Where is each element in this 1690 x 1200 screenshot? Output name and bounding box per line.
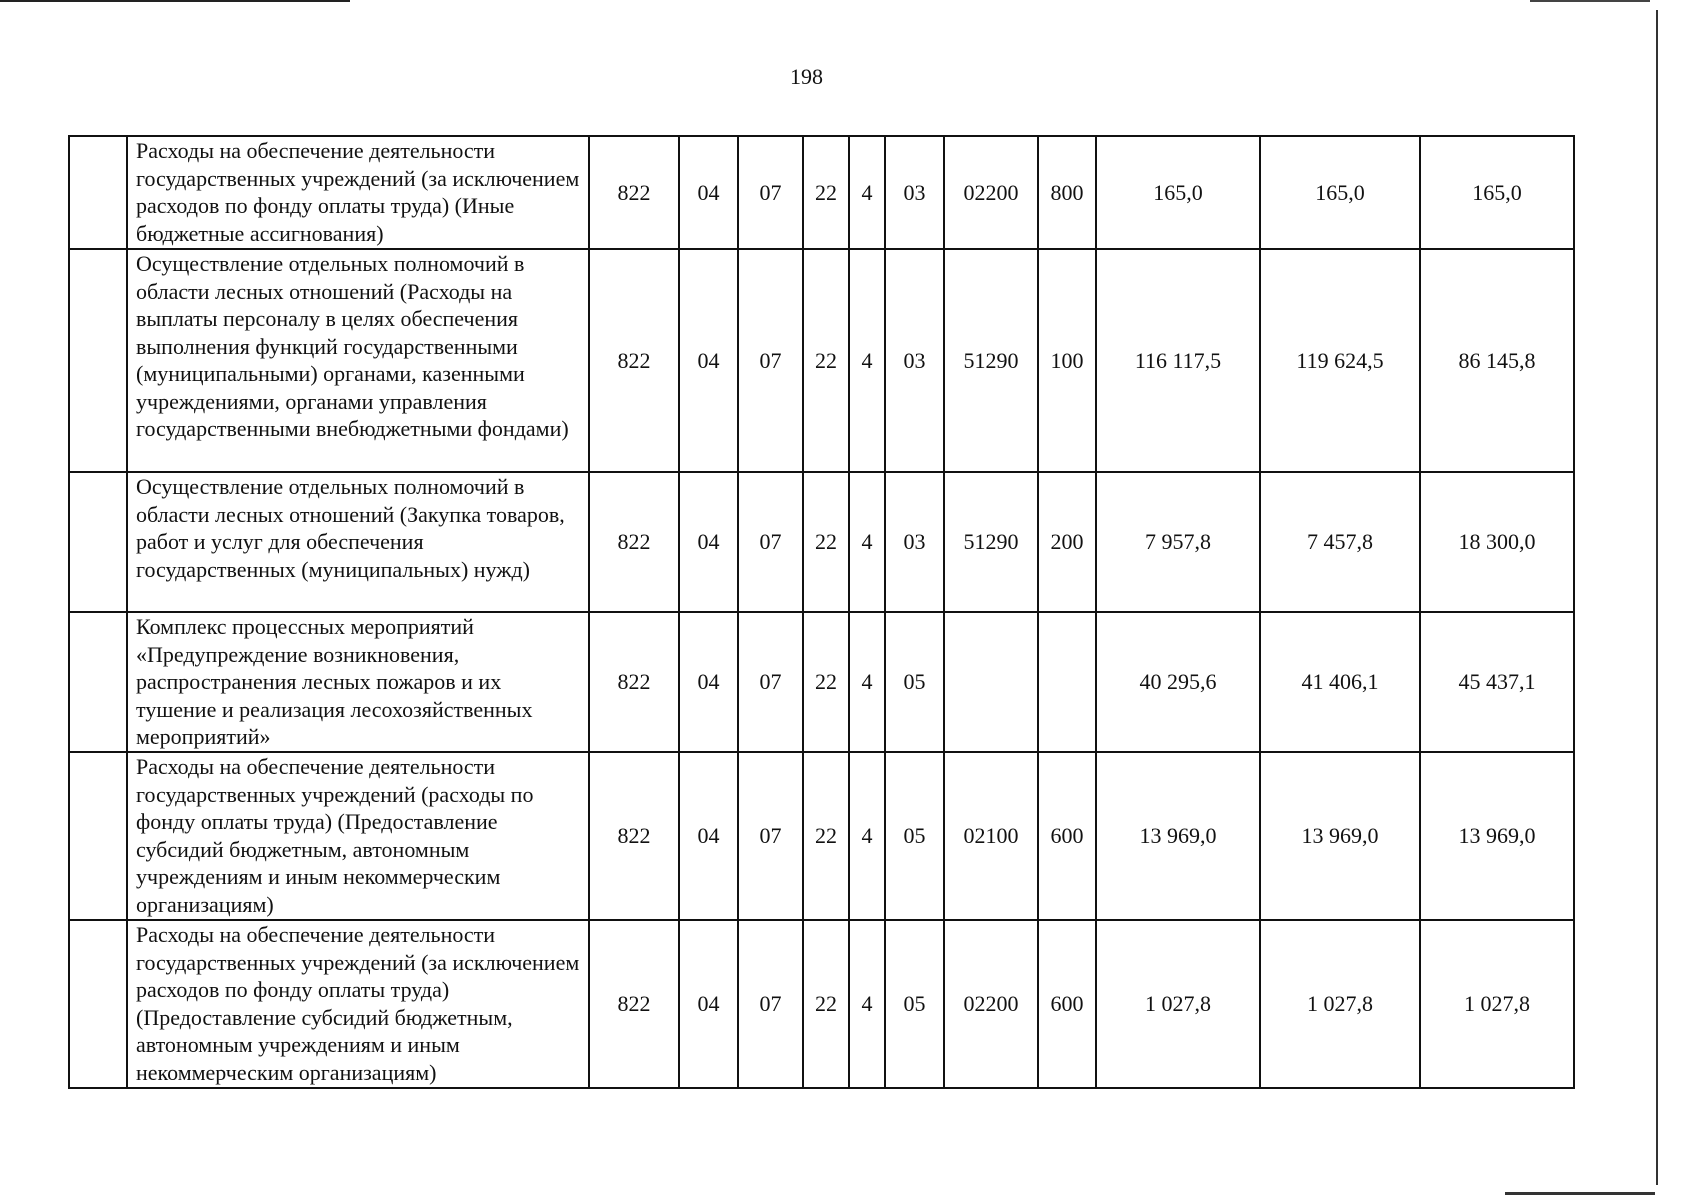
cell-program: 22 xyxy=(803,612,849,752)
cell-program-type: 4 xyxy=(849,612,885,752)
cell-program-type: 4 xyxy=(849,136,885,249)
cell-amount-year-3: 13 969,0 xyxy=(1420,752,1574,920)
cell-amount-year-3: 1 027,8 xyxy=(1420,920,1574,1088)
cell-structural-element: 05 xyxy=(885,920,944,1088)
cell-amount-year-2: 41 406,1 xyxy=(1260,612,1420,752)
cell-expense-type: 600 xyxy=(1038,920,1096,1088)
cell-expense-type: 600 xyxy=(1038,752,1096,920)
cell-program-type: 4 xyxy=(849,472,885,612)
cell-program: 22 xyxy=(803,249,849,472)
page-number: 198 xyxy=(790,64,823,89)
budget-table xyxy=(68,135,1575,1089)
cell-section: 04 xyxy=(679,249,738,472)
cell-subsection: 07 xyxy=(738,612,803,752)
table-row xyxy=(69,472,1574,612)
cell-ministry-code: 822 xyxy=(589,136,679,249)
cell-program: 22 xyxy=(803,472,849,612)
item-name: Осуществление отдельных полномочий в области лесных отношений (Закупка товаров, работ и услуг для обеспечения государственных (муниципальных) нужд) xyxy=(127,472,589,612)
blank-cell xyxy=(69,136,127,249)
item-name: Расходы на обеспечение деятельности государственных учреждений (за исключением расходов по фонду оплаты труда) (Предоставление субсидий бюджетным, автономным учреждениям и иным некоммерческим организациям) xyxy=(127,920,589,1088)
cell-program: 22 xyxy=(803,920,849,1088)
blank-cell xyxy=(69,920,127,1088)
cell-section: 04 xyxy=(679,752,738,920)
cell-ministry-code: 822 xyxy=(589,612,679,752)
blank-cell xyxy=(69,249,127,472)
cell-section: 04 xyxy=(679,920,738,1088)
blank-cell xyxy=(69,472,127,612)
cell-subsection: 07 xyxy=(738,136,803,249)
cell-program-type: 4 xyxy=(849,752,885,920)
table-row xyxy=(69,920,1574,1088)
cell-expense-direction: 51290 xyxy=(944,249,1038,472)
scan-edge-line xyxy=(0,0,350,2)
cell-expense-type: 200 xyxy=(1038,472,1096,612)
cell-expense-type xyxy=(1038,612,1096,752)
scan-edge-line xyxy=(1505,1192,1655,1195)
cell-subsection: 07 xyxy=(738,249,803,472)
cell-program-type: 4 xyxy=(849,249,885,472)
item-name: Расходы на обеспечение деятельности государственных учреждений (расходы по фонду оплаты труда) (Предоставление субсидий бюджетным, автономным учреждениям и иным некоммерческим организациям) xyxy=(127,752,589,920)
table-row xyxy=(69,249,1574,472)
cell-section: 04 xyxy=(679,136,738,249)
cell-ministry-code: 822 xyxy=(589,752,679,920)
cell-expense-direction: 02200 xyxy=(944,136,1038,249)
cell-subsection: 07 xyxy=(738,472,803,612)
cell-program: 22 xyxy=(803,752,849,920)
item-name: Расходы на обеспечение деятельности государственных учреждений (за исключением расходов по фонду оплаты труда) (Иные бюджетные ассигнования) xyxy=(127,136,589,249)
cell-amount-year-2: 7 457,8 xyxy=(1260,472,1420,612)
cell-expense-direction: 02100 xyxy=(944,752,1038,920)
cell-expense-type: 800 xyxy=(1038,136,1096,249)
cell-subsection: 07 xyxy=(738,752,803,920)
item-name: Осуществление отдельных полномочий в области лесных отношений (Расходы на выплаты персоналу в целях обеспечения выполнения функций государственными (муниципальными) органами, казенными учреждениями, органами управления государственными внебюджетными фондами) xyxy=(127,249,589,472)
table-row xyxy=(69,612,1574,752)
scan-edge-line xyxy=(1530,0,1650,2)
table-row xyxy=(69,136,1574,249)
cell-amount-year-2: 165,0 xyxy=(1260,136,1420,249)
cell-expense-direction: 51290 xyxy=(944,472,1038,612)
cell-amount-year-3: 86 145,8 xyxy=(1420,249,1574,472)
cell-amount-year-2: 13 969,0 xyxy=(1260,752,1420,920)
cell-amount-year-1: 165,0 xyxy=(1096,136,1260,249)
cell-amount-year-1: 1 027,8 xyxy=(1096,920,1260,1088)
cell-amount-year-1: 13 969,0 xyxy=(1096,752,1260,920)
table-row xyxy=(69,752,1574,920)
cell-expense-direction: 02200 xyxy=(944,920,1038,1088)
cell-program: 22 xyxy=(803,136,849,249)
cell-amount-year-1: 116 117,5 xyxy=(1096,249,1260,472)
cell-ministry-code: 822 xyxy=(589,249,679,472)
cell-ministry-code: 822 xyxy=(589,920,679,1088)
cell-expense-type: 100 xyxy=(1038,249,1096,472)
cell-subsection: 07 xyxy=(738,920,803,1088)
blank-cell xyxy=(69,612,127,752)
cell-expense-direction xyxy=(944,612,1038,752)
cell-structural-element: 03 xyxy=(885,136,944,249)
cell-section: 04 xyxy=(679,612,738,752)
cell-amount-year-1: 7 957,8 xyxy=(1096,472,1260,612)
cell-structural-element: 03 xyxy=(885,472,944,612)
cell-structural-element: 03 xyxy=(885,249,944,472)
cell-program-type: 4 xyxy=(849,920,885,1088)
cell-structural-element: 05 xyxy=(885,612,944,752)
cell-amount-year-3: 165,0 xyxy=(1420,136,1574,249)
blank-cell xyxy=(69,752,127,920)
cell-ministry-code: 822 xyxy=(589,472,679,612)
cell-amount-year-3: 18 300,0 xyxy=(1420,472,1574,612)
item-name: Комплекс процессных мероприятий «Предупреждение возникновения, распространения лесных пожаров и их тушение и реализация лесохозяйственных мероприятий» xyxy=(127,612,589,752)
cell-amount-year-2: 119 624,5 xyxy=(1260,249,1420,472)
cell-amount-year-1: 40 295,6 xyxy=(1096,612,1260,752)
cell-section: 04 xyxy=(679,472,738,612)
cell-amount-year-2: 1 027,8 xyxy=(1260,920,1420,1088)
cell-amount-year-3: 45 437,1 xyxy=(1420,612,1574,752)
scan-edge-line xyxy=(1656,10,1658,1185)
cell-structural-element: 05 xyxy=(885,752,944,920)
